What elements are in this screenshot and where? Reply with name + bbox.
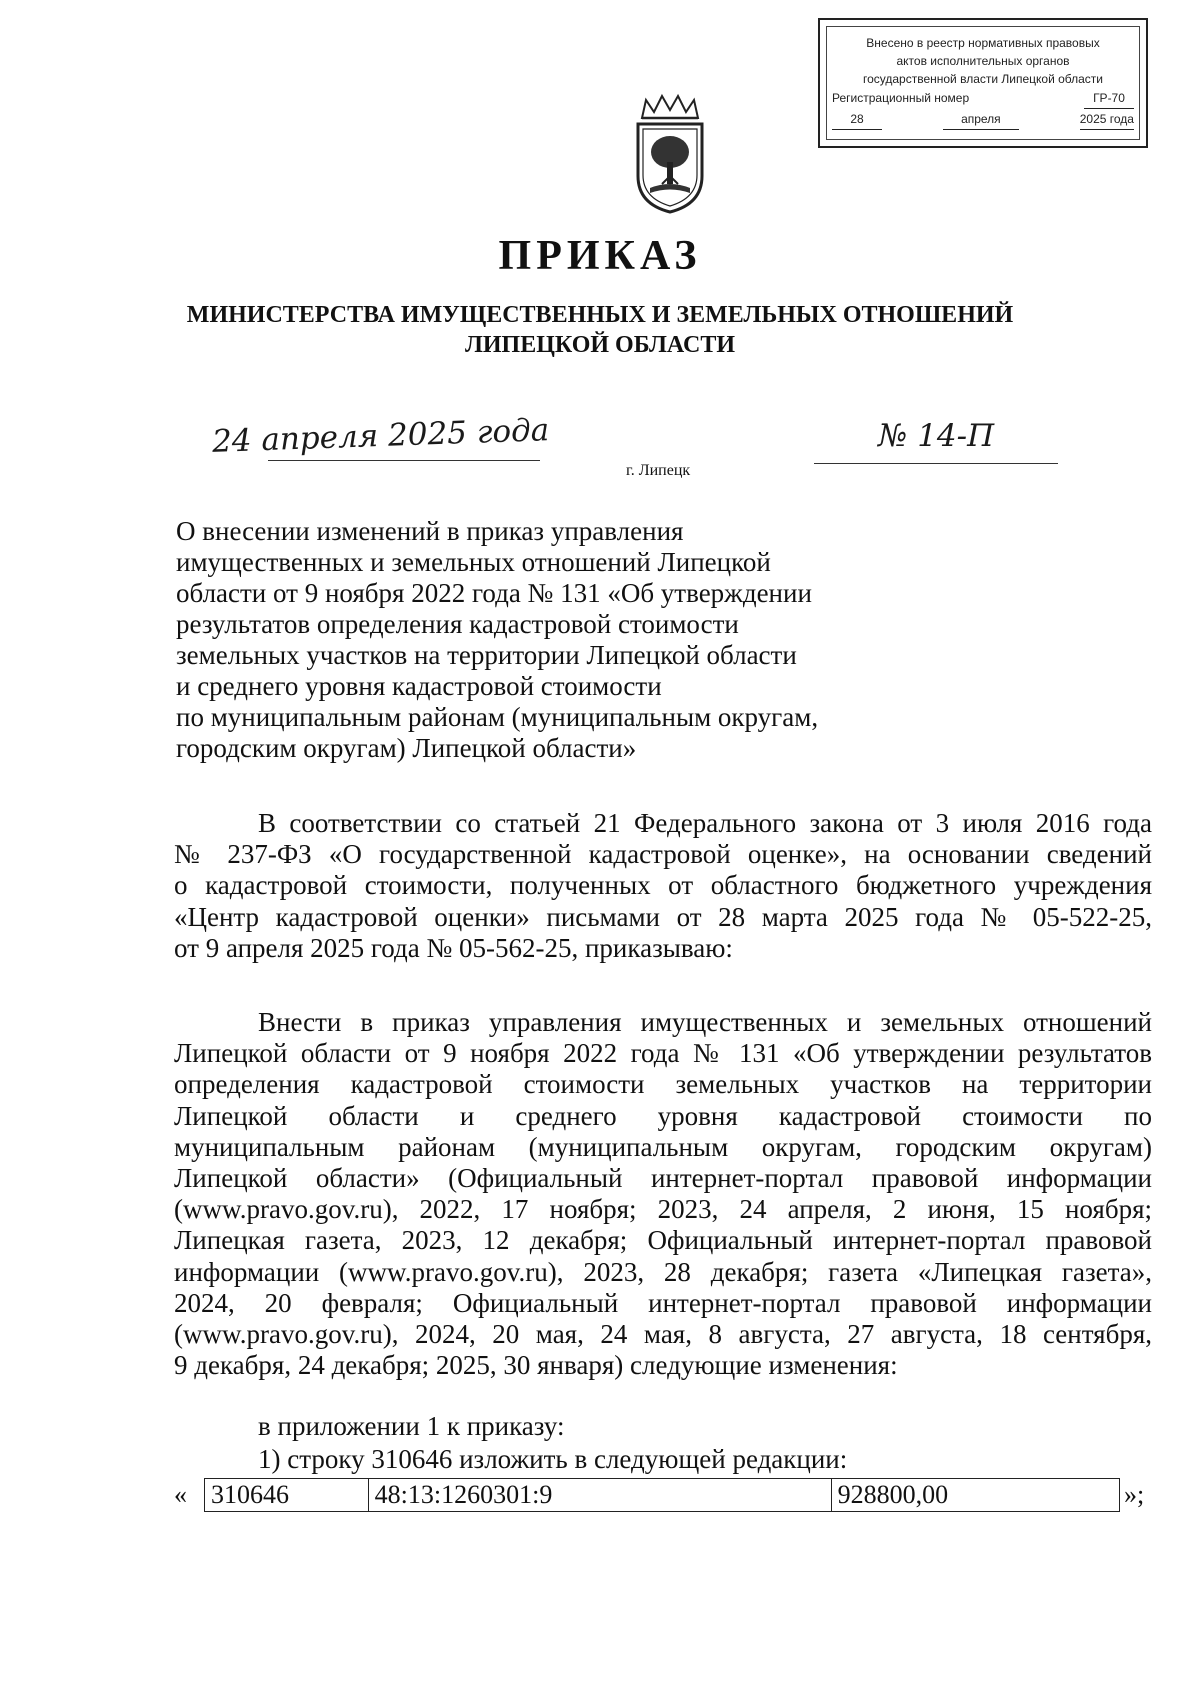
paragraph-line: (www.pravo.gov.ru), 2022, 17 ноября; 2023, 24 апреля, 2 июня, 15 ноября;	[174, 1194, 1152, 1225]
document-title: ПРИКАЗ	[498, 233, 702, 279]
heading-line: имущественных и земельных отношений Липецкой	[176, 547, 771, 577]
stamp-reg-row	[820, 88, 1146, 109]
city-label: г. Липецк	[626, 462, 691, 479]
stamp-month: апреля	[943, 109, 1019, 130]
order-heading	[176, 516, 896, 764]
subtitle-line-1: МИНИСТЕРСТВА ИМУЩЕСТВЕННЫХ И ЗЕМЕЛЬНЫХ ОТНОШЕНИЙ	[186, 302, 1014, 328]
close-quote: »;	[1124, 1480, 1145, 1509]
open-quote: «	[174, 1480, 187, 1509]
paragraph-line: Липецкой области» (Официальный интернет-портал правовой информации	[174, 1163, 1152, 1194]
registry-stamp	[818, 18, 1148, 148]
amendment-paragraph	[174, 1007, 1152, 1381]
coat-of-arms-icon	[628, 92, 712, 216]
paragraph-line: № 237-ФЗ «О государственной кадастровой оценке», на основании сведений	[174, 839, 1152, 870]
paragraph-line: Липецкая газета, 2023, 12 декабря; Официальный интернет-портал правовой	[174, 1225, 1152, 1256]
paragraph-line: о кадастровой стоимости, полученных от областного бюджетного учреждения	[174, 870, 1152, 901]
paragraph-line: «Центр кадастровой оценки» письмами от 28 марта 2025 года № 05-522-25,	[174, 901, 1152, 932]
item-line: 1) строку 310646 изложить в следующей редакции:	[258, 1444, 848, 1474]
stamp-reg-number: ГР-70	[1084, 88, 1134, 109]
stamp-reg-label: Регистрационный номер	[832, 91, 970, 105]
cadastral-number-cell: 48:13:1260301:9	[369, 1479, 832, 1511]
heading-line: земельных участков на территории Липецкой области	[176, 640, 797, 670]
paragraph-line: 2024, 20 февраля; Официальный интернет-портал правовой информации	[174, 1287, 1152, 1318]
document-subtitle	[0, 300, 1200, 360]
subtitle-line-2: ЛИПЕЦКОЙ ОБЛАСТИ	[465, 332, 735, 358]
paragraph-line: Липецкой области от 9 ноября 2022 года № 131 «Об утверждении результатов	[174, 1038, 1152, 1069]
stamp-line-1: Внесено в реестр нормативных правовых	[866, 36, 1100, 50]
handwritten-date: 24 апреля 2025 года	[211, 412, 550, 460]
paragraph-line: информации (www.pravo.gov.ru), 2023, 28 декабря; газета «Липецкая газета»,	[174, 1256, 1152, 1287]
row-number-cell: 310646	[205, 1479, 369, 1511]
paragraph-line: Липецкой области и среднего уровня кадастровой стоимости по	[174, 1100, 1152, 1131]
stamp-year: 2025 года	[1080, 109, 1134, 130]
heading-line: городским округам) Липецкой области»	[176, 733, 637, 763]
paragraph-line: Внести в приказ управления имущественных и земельных отношений	[258, 1007, 1152, 1037]
stamp-date-row	[820, 109, 1146, 130]
heading-line: и среднего уровня кадастровой стоимости	[176, 671, 662, 701]
row-table	[204, 1478, 1120, 1512]
number-underline	[814, 463, 1058, 464]
handwritten-number: № 14-П	[878, 418, 995, 454]
heading-line: области от 9 ноября 2022 года № 131 «Об утверждении	[176, 578, 812, 608]
paragraph-line: определения кадастровой стоимости земельных участков на территории	[174, 1069, 1152, 1100]
heading-line: по муниципальным районам (муниципальным округам,	[176, 702, 819, 732]
paragraph-line: от 9 апреля 2025 года № 05-562-25, приказываю:	[174, 932, 733, 963]
preamble-paragraph	[174, 808, 1152, 964]
stamp-line-2: актов исполнительных органов	[896, 54, 1070, 68]
appendix-line: в приложении 1 к приказу:	[258, 1411, 565, 1441]
stamp-line-3: государственной власти Липецкой области	[862, 72, 1104, 86]
paragraph-line: (www.pravo.gov.ru), 2024, 20 мая, 24 мая, 8 августа, 27 августа, 18 сентября,	[174, 1319, 1152, 1350]
paragraph-line: В соответствии со статьей 21 Федерального закона от 3 июля 2016 года	[258, 808, 1152, 838]
cadastral-value-cell: 928800,00	[837, 1480, 949, 1509]
heading-line: О внесении изменений в приказ управления	[176, 516, 684, 546]
paragraph-line: 9 декабря, 24 декабря; 2025, 30 января) следующие изменения:	[174, 1350, 898, 1381]
paragraph-line: муниципальным районам (муниципальным округам, городским округам)	[174, 1131, 1152, 1162]
amended-row	[174, 1478, 1174, 1512]
date-underline	[268, 460, 540, 461]
stamp-day: 28	[832, 109, 882, 130]
heading-line: результатов определения кадастровой стоимости	[176, 609, 739, 639]
